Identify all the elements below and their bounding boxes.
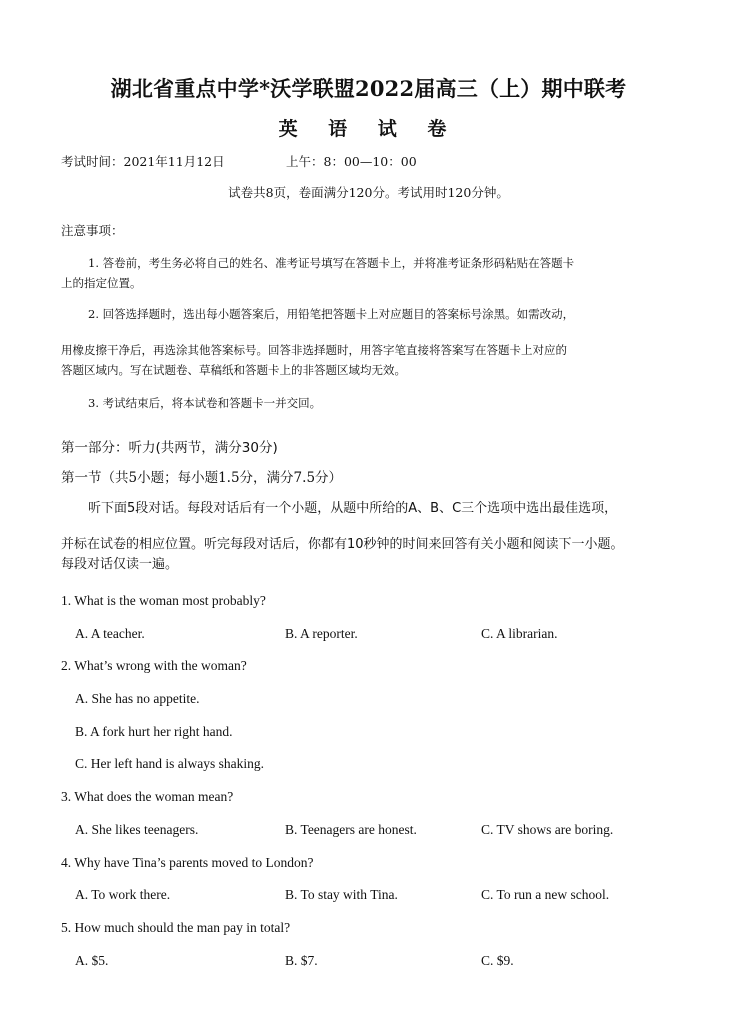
subject-title: 英 语 试 卷 xyxy=(278,118,459,140)
question-3-option-b: B. Teenagers are honest. xyxy=(285,822,417,837)
notes-heading: 注意事项： xyxy=(61,223,124,238)
question-4-option-b: B. To stay with Tina. xyxy=(285,887,398,902)
question-3-option-c: C. TV shows are boring. xyxy=(481,822,614,837)
part-1-heading: 第一部分：听力(共两节，满分30分) xyxy=(61,440,278,456)
question-3-option-a: A. She likes teenagers. xyxy=(75,822,199,837)
question-1-stem: 1. What is the woman most probably? xyxy=(61,593,266,608)
note-2-line-2: 用橡皮擦干净后，再选涂其他答案标号。回答非选择题时，用答字笔直接将答案写在答题卡上对应的 xyxy=(61,343,567,357)
question-4-stem: 4. Why have Tina’s parents moved to London? xyxy=(61,855,314,870)
question-2-stem: 2. What’s wrong with the woman? xyxy=(61,658,247,673)
question-4-option-a: A. To work there. xyxy=(75,887,171,902)
question-2-option-b: B. A fork hurt her right hand. xyxy=(75,724,233,739)
instructions-line-1: 听下面5段对话。每段对话后有一个小题，从题中所给的A、B、C三个选项中选出最佳选项， xyxy=(88,501,618,516)
exam-session-time: 上午：8：00—10：00 xyxy=(286,154,417,169)
note-3: 3. 考试结束后，将本试卷和答题卡一并交回。 xyxy=(88,396,322,410)
note-1-line-1: 1. 答卷前，考生务必将自己的姓名、准考证号填写在答题卡上，并将准考证条形码粘贴在答题卡 xyxy=(88,256,575,270)
exam-date: 考试时间：2021年11月12日 xyxy=(61,154,225,169)
note-2-line-1: 2. 回答选择题时，选出每小题答案后，用铅笔把答题卡上对应题目的答案标号涂黑。如需改动， xyxy=(88,307,575,321)
question-5-option-b: B. $7. xyxy=(285,953,318,968)
section-1-heading: 第一节（共5小题；每小题1.5分，满分7.5分） xyxy=(61,470,343,486)
instructions-line-2: 并标在试卷的相应位置。听完每段对话后，你都有10秒钟的时间来回答有关小题和阅读下一小题。 xyxy=(61,537,624,552)
question-1-option-a: A. A teacher. xyxy=(75,626,145,641)
question-4-option-c: C. To run a new school. xyxy=(481,887,610,902)
question-5-option-a: A. $5. xyxy=(75,953,109,968)
instructions-line-3: 每段对话仅读一遍。 xyxy=(61,557,179,572)
question-1-option-b: B. A reporter. xyxy=(285,626,358,641)
question-5-stem: 5. How much should the man pay in total? xyxy=(61,920,291,935)
question-5-option-c: C. $9. xyxy=(481,953,514,968)
note-1-line-2: 上的指定位置。 xyxy=(61,276,142,290)
question-1-option-c: C. A librarian. xyxy=(481,626,558,641)
question-2-option-a: A. She has no appetite. xyxy=(75,691,200,706)
question-2-option-c: C. Her left hand is always shaking. xyxy=(75,756,264,771)
question-3-stem: 3. What does the woman mean? xyxy=(61,789,234,804)
exam-summary: 试卷共8页，卷面满分120分。考试用时120分钟。 xyxy=(228,185,509,200)
note-2-line-3: 答题区域内。写在试题卷、草稿纸和答题卡上的非答题区域均无效。 xyxy=(61,363,406,377)
exam-title: 湖北省重点中学*沃学联盟2022届高三（上）期中联考 xyxy=(110,76,627,101)
